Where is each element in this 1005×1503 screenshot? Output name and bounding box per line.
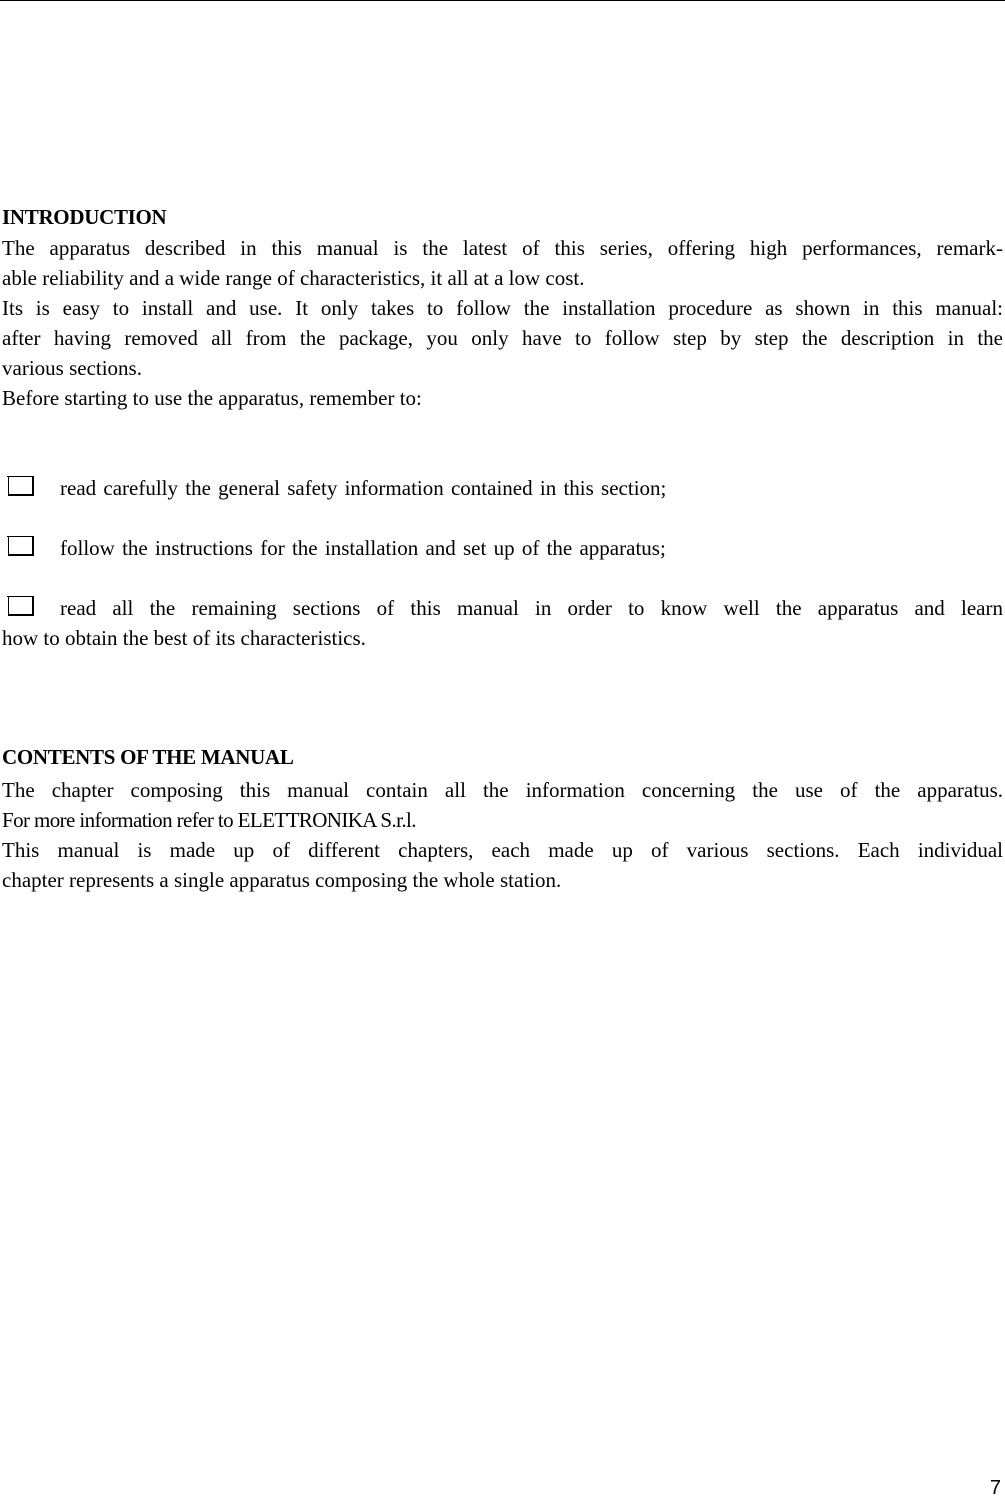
contents-line-2: For more information refer to ELETTRONIKA S.r.l. (2, 808, 416, 832)
bullet-item-1: read carefully the general safety information contained in this section; (60, 476, 667, 500)
intro-line-5: various sections. (2, 356, 142, 380)
bullet-item-3: read all the remaining sections of this manual in order to know well the apparatus and learn (60, 596, 1003, 620)
contents-line-1: The chapter composing this manual contain all the information concerning the use of the apparatus. (2, 778, 1003, 802)
bullet-item-2: follow the instructions for the installation and set up of the apparatus; (60, 536, 666, 560)
intro-line-1: The apparatus described in this manual is the latest of this series, offering high performances, remark- (2, 236, 1003, 260)
top-rule (0, 0, 1005, 1)
intro-line-4: after having removed all from the package, you only have to follow step by step the description in the (2, 326, 1003, 350)
contents-line-3: This manual is made up of different chapters, each made up of various sections. Each individual (2, 838, 1003, 862)
bullet-box-icon (8, 476, 34, 496)
bullet-item-3-continuation: how to obtain the best of its characteristics. (2, 626, 366, 650)
bullet-box-icon (8, 536, 34, 556)
bullet-box-icon (8, 596, 34, 616)
contents-heading: CONTENTS OF THE MANUAL (2, 745, 294, 769)
introduction-heading: INTRODUCTION (2, 205, 167, 229)
page-number: 7 (989, 1477, 1001, 1499)
intro-line-3: Its is easy to install and use. It only takes to follow the installation procedure as shown in this manual: (2, 296, 1003, 320)
intro-line-2: able reliability and a wide range of characteristics, it all at a low cost. (2, 266, 585, 290)
intro-line-6: Before starting to use the apparatus, remember to: (2, 386, 422, 410)
contents-line-4: chapter represents a single apparatus composing the whole station. (2, 868, 562, 892)
